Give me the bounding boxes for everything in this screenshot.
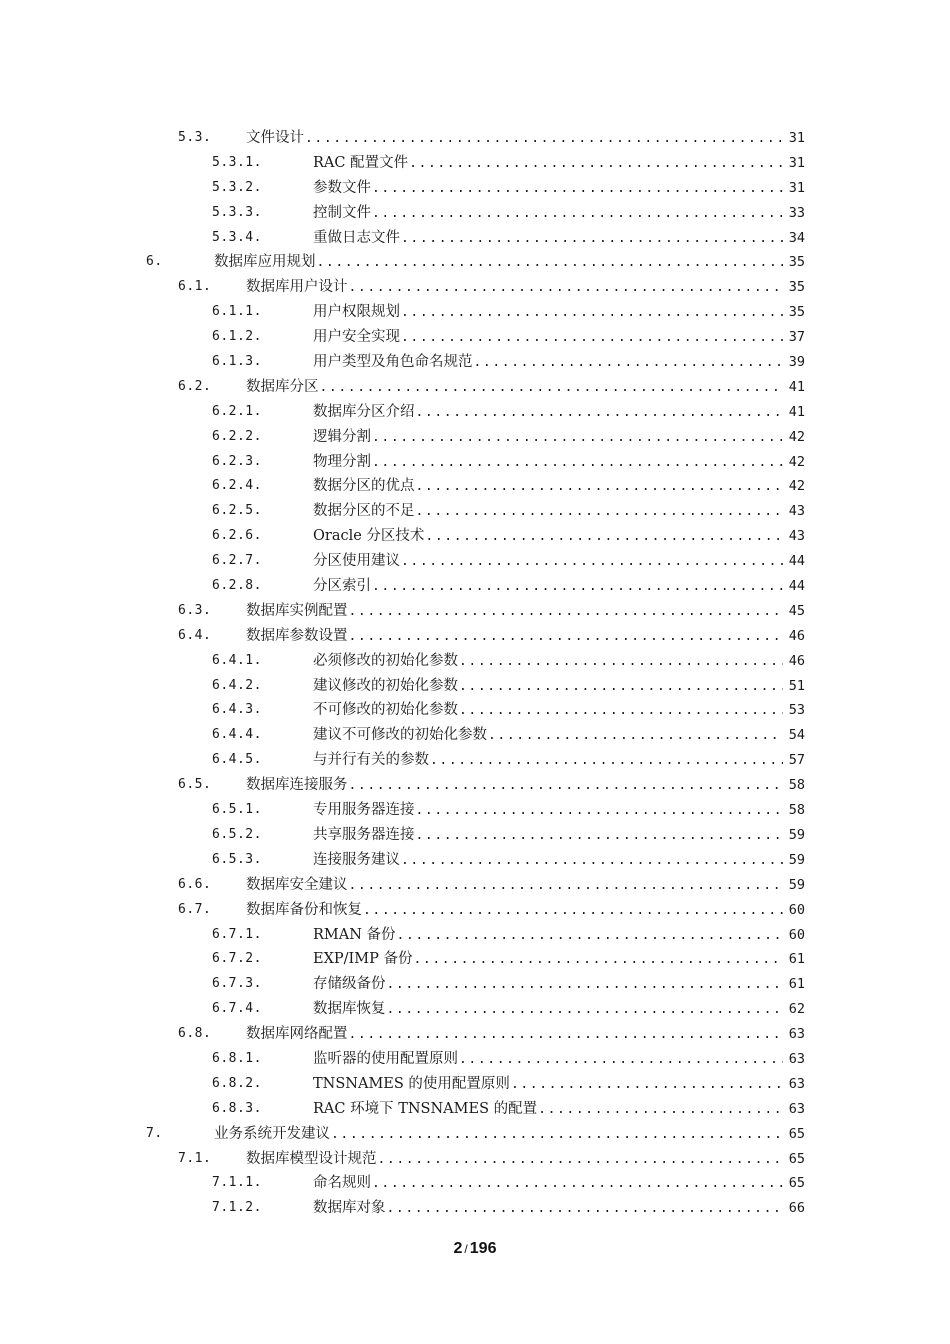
- toc-entry-page-number: 65: [783, 1171, 805, 1196]
- toc-entry-title: 参数文件: [313, 179, 371, 196]
- toc-dot-leader: [537, 1098, 805, 1123]
- toc-entry-page-number: 63: [783, 1047, 805, 1072]
- toc-dot-leader: [371, 426, 805, 451]
- toc-dot-leader: [371, 177, 805, 202]
- toc-dot-leader: [386, 973, 806, 998]
- toc-entry-title: 监听器的使用配置原则: [313, 1050, 458, 1067]
- toc-entry-title: 建议不可修改的初始化参数: [313, 727, 487, 744]
- toc-entry-page-number: 60: [783, 898, 805, 923]
- toc-dot-leader: [396, 924, 805, 949]
- toc-dot-leader: [415, 500, 806, 525]
- toc-entry-page-number: 31: [783, 176, 805, 201]
- toc-entry-number: 6.1.3.: [212, 354, 262, 370]
- toc-entry-leader-line: [313, 524, 805, 550]
- toc-entry-page-number: 59: [783, 823, 805, 848]
- toc-entry-page-number: 34: [783, 226, 805, 251]
- toc-entry-title: 数据库恢复: [313, 1001, 386, 1018]
- toc-entry[interactable]: [0, 649, 950, 674]
- toc-entry-number: 5.3.1.: [212, 154, 262, 170]
- toc-entry-leader-line: [246, 126, 805, 152]
- toc-dot-leader: [348, 1023, 806, 1048]
- toc-entry-number: 6.5.: [178, 777, 212, 793]
- toc-dot-leader: [473, 351, 806, 376]
- toc-entry-title: 命名规则: [313, 1175, 371, 1192]
- toc-entry-number: 6.2.3.: [212, 453, 262, 469]
- toc-entry-page-number: 45: [783, 599, 805, 624]
- toc-dot-leader: [408, 152, 805, 177]
- toc-entry-page-number: 61: [783, 947, 805, 972]
- toc-entry-number: 6.: [146, 254, 163, 270]
- toc-entry-leader-line: [313, 1171, 805, 1197]
- toc-dot-leader: [429, 749, 805, 774]
- toc-entry[interactable]: [0, 1022, 950, 1047]
- toc-entry-leader-line: [313, 698, 805, 724]
- toc-entry-number: 7.: [146, 1125, 163, 1141]
- toc-entry-page-number: 46: [783, 624, 805, 649]
- toc-entry-page-number: 60: [783, 923, 805, 948]
- toc-entry-page-number: 61: [783, 972, 805, 997]
- toc-entry[interactable]: [0, 499, 950, 524]
- toc-entry-title: RMAN 备份: [313, 926, 396, 943]
- toc-entry[interactable]: [0, 624, 950, 649]
- toc-entry-page-number: 42: [783, 425, 805, 450]
- toc-entry[interactable]: [0, 599, 950, 624]
- toc-dot-leader: [319, 376, 806, 401]
- toc-entry-number: 6.4.5.: [212, 752, 262, 768]
- toc-entry-number: 6.5.1.: [212, 802, 262, 818]
- toc-entry-number: 6.4.3.: [212, 702, 262, 718]
- toc-entry-title: 分区使用建议: [313, 553, 400, 570]
- toc-entry-leader-line: [313, 1097, 805, 1123]
- toc-dot-leader: [487, 724, 805, 749]
- toc-entry-number: 6.7.1.: [212, 926, 262, 942]
- toc-entry-leader-line: [246, 624, 805, 650]
- toc-entry-leader-line: [313, 574, 805, 600]
- toc-entry[interactable]: [0, 923, 950, 948]
- toc-entry-title: 数据库模型设计规范: [246, 1150, 377, 1167]
- page-footer: [0, 1240, 950, 1258]
- toc-entry-page-number: 51: [783, 674, 805, 699]
- toc-entry-leader-line: [313, 400, 805, 426]
- toc-entry[interactable]: [0, 474, 950, 499]
- toc-entry-number: 7.1.: [178, 1150, 212, 1166]
- toc-entry-leader-line: [313, 923, 805, 949]
- toc-entry-number: 6.8.: [178, 1026, 212, 1042]
- toc-entry-page-number: 65: [783, 1147, 805, 1172]
- toc-entry-leader-line: [313, 748, 805, 774]
- toc-entry-leader-line: [313, 499, 805, 525]
- toc-entry-number: 6.2.4.: [212, 478, 262, 494]
- toc-dot-leader: [400, 227, 805, 252]
- toc-entry-number: 6.2.6.: [212, 528, 262, 544]
- toc-entry-leader-line: [313, 674, 805, 700]
- toc-dot-leader: [458, 1048, 805, 1073]
- toc-entry-title: 数据库连接服务: [246, 777, 348, 794]
- toc-entry[interactable]: [0, 674, 950, 699]
- toc-dot-leader: [413, 948, 806, 973]
- toc-entry[interactable]: [0, 1122, 950, 1147]
- toc-entry-title: Oracle 分区技术: [313, 528, 425, 545]
- toc-entry-page-number: 42: [783, 474, 805, 499]
- toc-entry-number: 6.4.1.: [212, 652, 262, 668]
- toc-dot-leader: [458, 699, 805, 724]
- toc-entry-page-number: 62: [783, 997, 805, 1022]
- toc-entry-leader-line: [313, 649, 805, 675]
- toc-dot-leader: [400, 849, 805, 874]
- toc-entry-leader-line: [246, 898, 805, 924]
- toc-entry-number: 6.8.1.: [212, 1050, 262, 1066]
- toc-entry-page-number: 41: [783, 400, 805, 425]
- toc-entry-leader-line: [313, 201, 805, 227]
- toc-dot-leader: [348, 276, 806, 301]
- toc-entry-page-number: 44: [783, 574, 805, 599]
- toc-dot-leader: [371, 575, 805, 600]
- toc-entry-number: 6.7.: [178, 901, 212, 917]
- toc-entry-page-number: 35: [783, 250, 805, 275]
- toc-entry-title: 重做日志文件: [313, 229, 400, 246]
- toc-entry[interactable]: [0, 1072, 950, 1097]
- toc-entry-number: 6.5.3.: [212, 851, 262, 867]
- toc-entry-number: 6.8.3.: [212, 1100, 262, 1116]
- toc-entry-title: 专用服务器连接: [313, 802, 415, 819]
- toc-entry-leader-line: [313, 823, 805, 849]
- toc-dot-leader: [377, 1148, 806, 1173]
- toc-entry-number: 6.2.8.: [212, 578, 262, 594]
- toc-entry[interactable]: [0, 325, 950, 350]
- toc-entry-page-number: 57: [783, 748, 805, 773]
- toc-entry-leader-line: [313, 1072, 805, 1098]
- toc-entry-number: 6.3.: [178, 602, 212, 618]
- table-of-contents: [0, 126, 950, 1221]
- toc-entry-number: 6.4.: [178, 627, 212, 643]
- toc-entry[interactable]: [0, 176, 950, 201]
- toc-entry-number: 6.7.2.: [212, 951, 262, 967]
- toc-entry-page-number: 63: [783, 1072, 805, 1097]
- toc-entry-number: 5.3.2.: [212, 179, 262, 195]
- toc-entry[interactable]: [0, 848, 950, 873]
- toc-dot-leader: [400, 301, 805, 326]
- toc-dot-leader: [371, 1172, 805, 1197]
- toc-entry-title: 数据库实例配置: [246, 602, 348, 619]
- toc-entry-number: 5.3.4.: [212, 229, 262, 245]
- toc-entry-leader-line: [313, 350, 805, 376]
- toc-entry-page-number: 58: [783, 798, 805, 823]
- toc-entry-leader-line: [313, 723, 805, 749]
- toc-entry[interactable]: [0, 1196, 950, 1221]
- toc-entry-title: 存储级备份: [313, 976, 386, 993]
- toc-entry[interactable]: [0, 1047, 950, 1072]
- toc-entry-page-number: 33: [783, 201, 805, 226]
- toc-entry-number: 6.2.: [178, 378, 212, 394]
- toc-entry-title: 数据库分区: [246, 378, 319, 395]
- toc-entry-title: 连接服务建议: [313, 851, 400, 868]
- toc-dot-leader: [415, 475, 806, 500]
- toc-entry-number: 6.6.: [178, 876, 212, 892]
- toc-entry-number: 6.2.2.: [212, 428, 262, 444]
- toc-entry-number: 6.8.2.: [212, 1075, 262, 1091]
- toc-dot-leader: [415, 401, 806, 426]
- toc-entry-page-number: 59: [783, 873, 805, 898]
- toc-dot-leader: [348, 600, 806, 625]
- toc-entry-page-number: 31: [783, 126, 805, 151]
- toc-dot-leader: [348, 774, 806, 799]
- toc-entry[interactable]: [0, 250, 950, 275]
- toc-entry-title: 用户安全实现: [313, 329, 400, 346]
- toc-entry[interactable]: [0, 549, 950, 574]
- toc-entry-leader-line: [246, 599, 805, 625]
- toc-entry-title: 不可修改的初始化参数: [313, 702, 458, 719]
- toc-entry-number: 6.4.2.: [212, 677, 262, 693]
- toc-entry[interactable]: [0, 873, 950, 898]
- toc-entry-leader-line: [313, 151, 805, 177]
- toc-entry-title: RAC 环境下 TNSNAMES 的配置: [313, 1100, 538, 1117]
- toc-entry-leader-line: [313, 474, 805, 500]
- toc-dot-leader: [415, 824, 806, 849]
- toc-entry-leader-line: [214, 1122, 805, 1148]
- toc-entry[interactable]: [0, 723, 950, 748]
- toc-entry-page-number: 39: [783, 350, 805, 375]
- toc-entry[interactable]: [0, 1171, 950, 1196]
- toc-entry-leader-line: [313, 1047, 805, 1073]
- toc-entry-title: 数据库用户设计: [246, 279, 348, 296]
- toc-entry-number: 6.5.2.: [212, 826, 262, 842]
- toc-entry-title: 数据分区的不足: [313, 503, 415, 520]
- toc-entry-page-number: 35: [783, 300, 805, 325]
- toc-entry[interactable]: [0, 898, 950, 923]
- toc-entry[interactable]: [0, 748, 950, 773]
- toc-entry-number: 6.7.4.: [212, 1001, 262, 1017]
- toc-entry[interactable]: [0, 425, 950, 450]
- toc-entry-title: 数据库应用规划: [214, 254, 316, 271]
- toc-entry[interactable]: [0, 350, 950, 375]
- toc-entry-title: 物理分割: [313, 453, 371, 470]
- toc-entry[interactable]: [0, 798, 950, 823]
- toc-entry-title: 必须修改的初始化参数: [313, 652, 458, 669]
- toc-entry-title: 数据库参数设置: [246, 627, 348, 644]
- toc-entry-page-number: 63: [783, 1022, 805, 1047]
- toc-entry-title: RAC 配置文件: [313, 154, 409, 171]
- toc-entry[interactable]: [0, 1097, 950, 1122]
- toc-entry-number: 6.2.7.: [212, 553, 262, 569]
- toc-entry-leader-line: [313, 972, 805, 998]
- toc-entry-page-number: 43: [783, 524, 805, 549]
- toc-entry-title: 控制文件: [313, 204, 371, 221]
- toc-entry[interactable]: [0, 698, 950, 723]
- toc-entry-number: 5.3.3.: [212, 204, 262, 220]
- toc-entry-leader-line: [313, 798, 805, 824]
- toc-dot-leader: [316, 251, 806, 276]
- toc-entry[interactable]: [0, 773, 950, 798]
- toc-entry-leader-line: [313, 947, 805, 973]
- toc-entry-title: 数据库分区介绍: [313, 403, 415, 420]
- toc-dot-leader: [458, 650, 805, 675]
- toc-entry[interactable]: [0, 275, 950, 300]
- toc-entry-number: 7.1.1.: [212, 1175, 262, 1191]
- toc-entry-page-number: 59: [783, 848, 805, 873]
- toc-entry-page-number: 63: [783, 1097, 805, 1122]
- toc-entry[interactable]: [0, 375, 950, 400]
- toc-dot-leader: [510, 1073, 805, 1098]
- toc-entry-page-number: 31: [783, 151, 805, 176]
- toc-dot-leader: [400, 550, 805, 575]
- toc-entry-page-number: 66: [783, 1196, 805, 1221]
- toc-entry-page-number: 42: [783, 450, 805, 475]
- current-page-number: 2: [453, 1240, 463, 1257]
- toc-entry-number: 6.4.4.: [212, 727, 262, 743]
- toc-entry-title: 文件设计: [246, 130, 304, 146]
- toc-entry-title: 用户类型及角色命名规范: [313, 354, 473, 371]
- toc-dot-leader: [330, 1123, 805, 1148]
- toc-dot-leader: [348, 625, 806, 650]
- toc-entry-leader-line: [313, 450, 805, 476]
- toc-entry[interactable]: [0, 947, 950, 972]
- toc-entry-leader-line: [214, 250, 805, 276]
- toc-entry-page-number: 43: [783, 499, 805, 524]
- toc-entry[interactable]: [0, 126, 950, 151]
- toc-entry-title: 共享服务器连接: [313, 826, 415, 843]
- toc-entry[interactable]: [0, 972, 950, 997]
- toc-dot-leader: [424, 525, 805, 550]
- toc-entry[interactable]: [0, 574, 950, 599]
- toc-dot-leader: [386, 1197, 806, 1222]
- toc-entry[interactable]: [0, 400, 950, 425]
- toc-entry-title: 分区索引: [313, 578, 371, 595]
- toc-dot-leader: [400, 326, 805, 351]
- toc-entry-leader-line: [246, 1147, 805, 1173]
- toc-entry-leader-line: [313, 1196, 805, 1222]
- toc-entry-leader-line: [313, 549, 805, 575]
- toc-entry-title: EXP/IMP 备份: [313, 951, 413, 968]
- toc-entry[interactable]: [0, 1147, 950, 1172]
- toc-entry[interactable]: [0, 524, 950, 549]
- total-page-count: 196: [469, 1240, 497, 1257]
- toc-entry-leader-line: [313, 176, 805, 202]
- toc-entry-leader-line: [313, 325, 805, 351]
- toc-entry-page-number: 54: [783, 723, 805, 748]
- toc-entry[interactable]: [0, 226, 950, 251]
- toc-entry-title: 建议修改的初始化参数: [313, 677, 458, 694]
- toc-entry-title: TNSNAMES 的使用配置原则: [313, 1075, 510, 1092]
- toc-dot-leader: [371, 451, 805, 476]
- toc-entry-leader-line: [246, 275, 805, 301]
- toc-entry-number: 5.3.: [178, 130, 212, 145]
- toc-entry-number: 6.2.1.: [212, 403, 262, 419]
- toc-entry-number: 7.1.2.: [212, 1200, 262, 1216]
- toc-entry-title: 数据库安全建议: [246, 876, 348, 893]
- toc-entry-leader-line: [313, 425, 805, 451]
- toc-entry-title: 用户权限规划: [313, 304, 400, 321]
- toc-dot-leader: [304, 127, 805, 152]
- toc-entry-leader-line: [246, 1022, 805, 1048]
- toc-entry-leader-line: [313, 300, 805, 326]
- toc-entry-number: 6.1.2.: [212, 329, 262, 345]
- toc-entry-number: 6.1.: [178, 279, 212, 295]
- toc-dot-leader: [371, 202, 805, 227]
- toc-entry-title: 数据库对象: [313, 1200, 386, 1217]
- toc-entry-leader-line: [246, 375, 805, 401]
- toc-entry-page-number: 46: [783, 649, 805, 674]
- toc-dot-leader: [415, 799, 806, 824]
- toc-entry-title: 数据库网络配置: [246, 1026, 348, 1043]
- toc-entry-page-number: 53: [783, 698, 805, 723]
- toc-dot-leader: [458, 675, 805, 700]
- toc-entry-page-number: 65: [783, 1122, 805, 1147]
- toc-entry-leader-line: [313, 226, 805, 252]
- toc-entry[interactable]: [0, 151, 950, 176]
- toc-entry-leader-line: [313, 997, 805, 1023]
- toc-entry-page-number: 35: [783, 275, 805, 300]
- toc-entry-leader-line: [246, 773, 805, 799]
- toc-entry[interactable]: [0, 201, 950, 226]
- toc-entry-leader-line: [246, 873, 805, 899]
- toc-entry[interactable]: [0, 823, 950, 848]
- toc-entry-title: 与并行有关的参数: [313, 752, 429, 769]
- page-separator: /: [464, 1242, 468, 1256]
- toc-entry-number: 6.7.3.: [212, 976, 262, 992]
- toc-entry[interactable]: [0, 997, 950, 1022]
- toc-entry-page-number: 44: [783, 549, 805, 574]
- toc-entry-number: 6.2.5.: [212, 503, 262, 519]
- toc-entry-page-number: 41: [783, 375, 805, 400]
- toc-entry-title: 逻辑分割: [313, 428, 371, 445]
- toc-entry-title: 业务系统开发建议: [214, 1125, 330, 1142]
- toc-dot-leader: [386, 998, 806, 1023]
- toc-entry[interactable]: [0, 450, 950, 475]
- toc-entry-leader-line: [313, 848, 805, 874]
- toc-entry-number: 6.1.1.: [212, 304, 262, 320]
- toc-entry-title: 数据库备份和恢复: [246, 901, 362, 918]
- toc-entry-page-number: 37: [783, 325, 805, 350]
- toc-dot-leader: [348, 874, 806, 899]
- toc-entry[interactable]: [0, 300, 950, 325]
- toc-dot-leader: [362, 899, 805, 924]
- toc-entry-page-number: 58: [783, 773, 805, 798]
- toc-entry-title: 数据分区的优点: [313, 478, 415, 495]
